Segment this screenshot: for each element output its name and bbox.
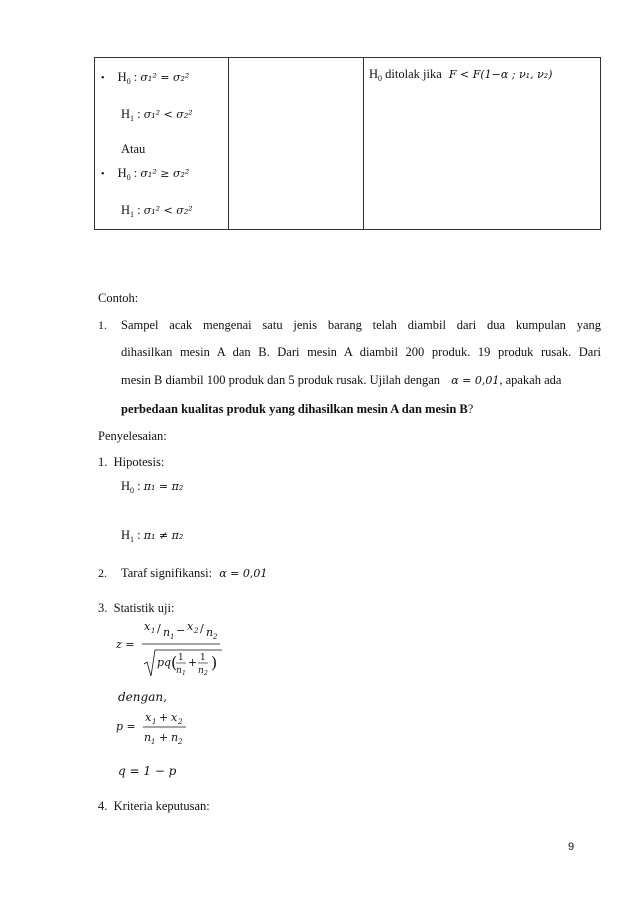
empty-cell <box>229 58 364 230</box>
row1-h1-formula: σ₁² < σ₂² <box>143 108 193 121</box>
svg-text:1: 1 <box>200 653 206 663</box>
z-statistic-formula <box>116 618 236 680</box>
step2-alpha: α = 0,01 <box>219 567 268 580</box>
svg-text:n: n <box>171 731 179 744</box>
svg-text:(: ( <box>171 653 178 672</box>
svg-text:): ) <box>211 653 218 672</box>
step1-h0: $H_0$ : π₁ = π₂ <box>121 479 184 495</box>
row2-h0: • $H_0$ : σ₁² ≥ σ₂² <box>101 166 190 182</box>
svg-text:/: / <box>157 622 161 635</box>
dengan-label: dengan, <box>118 690 167 704</box>
item1-line3: mesin B diambil 100 produk dan 5 produk rusak. Ujilah dengan α = 0,01, apakah ada <box>121 373 562 387</box>
page-number: 9 <box>568 841 575 853</box>
step2-line: Taraf signifikansi: α = 0,01 <box>121 566 268 580</box>
step2-number: 2. <box>98 566 107 580</box>
step3-heading: 3. Statistik uji: <box>98 601 175 615</box>
row1-h0: • $H_0$ : σ₁² = σ₂² <box>101 70 190 86</box>
svg-text:1: 1 <box>151 738 156 746</box>
svg-text:n: n <box>163 626 171 639</box>
svg-text:+: + <box>188 656 198 669</box>
rule-formula: F < F(1−α ; ν₁, ν₂) <box>448 68 553 81</box>
svg-text:/: / <box>200 622 204 635</box>
svg-text:pq: pq <box>157 656 172 669</box>
bullet: • <box>101 169 105 180</box>
row1-h0-formula: σ₁² = σ₂² <box>140 71 190 84</box>
rejection-rule: $H_0$ ditolak jika F < F(1−α ; ν₁, ν₂) <box>369 67 553 83</box>
svg-text:1: 1 <box>182 670 186 677</box>
svg-text:1: 1 <box>152 718 157 726</box>
contoh-heading: Contoh: <box>98 291 139 305</box>
row2-h1-formula: σ₁² < σ₂² <box>143 204 193 217</box>
hypothesis-cell <box>95 58 229 230</box>
h0-label: H <box>117 70 127 84</box>
svg-text:n: n <box>206 626 214 639</box>
svg-text:x: x <box>144 620 151 633</box>
svg-text:n: n <box>176 666 182 676</box>
bullet: • <box>101 73 105 84</box>
penyelesaian-heading: Penyelesaian: <box>98 429 167 443</box>
svg-text:z =: z = <box>116 638 135 651</box>
atau-label: Atau <box>121 142 146 156</box>
step1-heading: 1. Hipotesis: <box>98 455 165 469</box>
svg-text:x: x <box>145 711 152 724</box>
q-formula: q = 1 − p <box>118 764 177 778</box>
step4-heading: 4. Kriteria keputusan: <box>98 799 210 813</box>
row2-h1: $H_1$ : σ₁² < σ₂² <box>121 203 193 219</box>
item1-line4: perbedaan kualitas produk yang dihasilkan mesin A dan mesin B? <box>121 402 474 416</box>
row1-h1: $H_1$ : σ₁² < σ₂² <box>121 107 193 123</box>
svg-text:2: 2 <box>178 738 183 746</box>
svg-text:+: + <box>159 711 169 724</box>
svg-text:1: 1 <box>170 633 175 641</box>
svg-text:2: 2 <box>213 633 218 641</box>
svg-text:2: 2 <box>178 718 183 726</box>
research-question: perbedaan kualitas produk yang dihasilkan mesin A dan mesin B <box>121 402 468 416</box>
step1-h0-formula: π₁ = π₂ <box>143 480 184 493</box>
item1-line2: dihasilkan mesin A dan B. Dari mesin A diambil 200 produk. 19 produk rusak. Dari <box>121 345 601 359</box>
p-formula <box>116 708 206 748</box>
svg-text:x: x <box>171 711 178 724</box>
item1-line1: Sampel acak mengenai satu jenis barang telah diambil dari dua kumpulan yang <box>121 318 601 332</box>
step1-h1-formula: π₁ ≠ π₂ <box>143 529 184 542</box>
svg-text:n: n <box>144 731 152 744</box>
step1-h1: $H_1$ : π₁ ≠ π₂ <box>121 528 184 544</box>
svg-text:1: 1 <box>178 653 184 663</box>
row2-h0-formula: σ₁² ≥ σ₂² <box>140 167 190 180</box>
rule-cell <box>364 58 601 230</box>
svg-text:+: + <box>159 731 169 744</box>
criteria-table <box>94 57 601 230</box>
h1-label: H <box>121 107 131 121</box>
svg-text:2: 2 <box>194 627 199 635</box>
svg-text:x: x <box>187 620 194 633</box>
svg-text:2: 2 <box>204 670 208 677</box>
svg-text:p =: p = <box>116 720 136 733</box>
svg-text:1: 1 <box>151 627 156 635</box>
rule-text: ditolak jika <box>385 67 442 81</box>
alpha-value: α = 0,01 <box>451 374 500 387</box>
item1-number: 1. <box>98 318 107 332</box>
svg-text:n: n <box>198 666 204 676</box>
svg-text:−: − <box>176 624 186 637</box>
